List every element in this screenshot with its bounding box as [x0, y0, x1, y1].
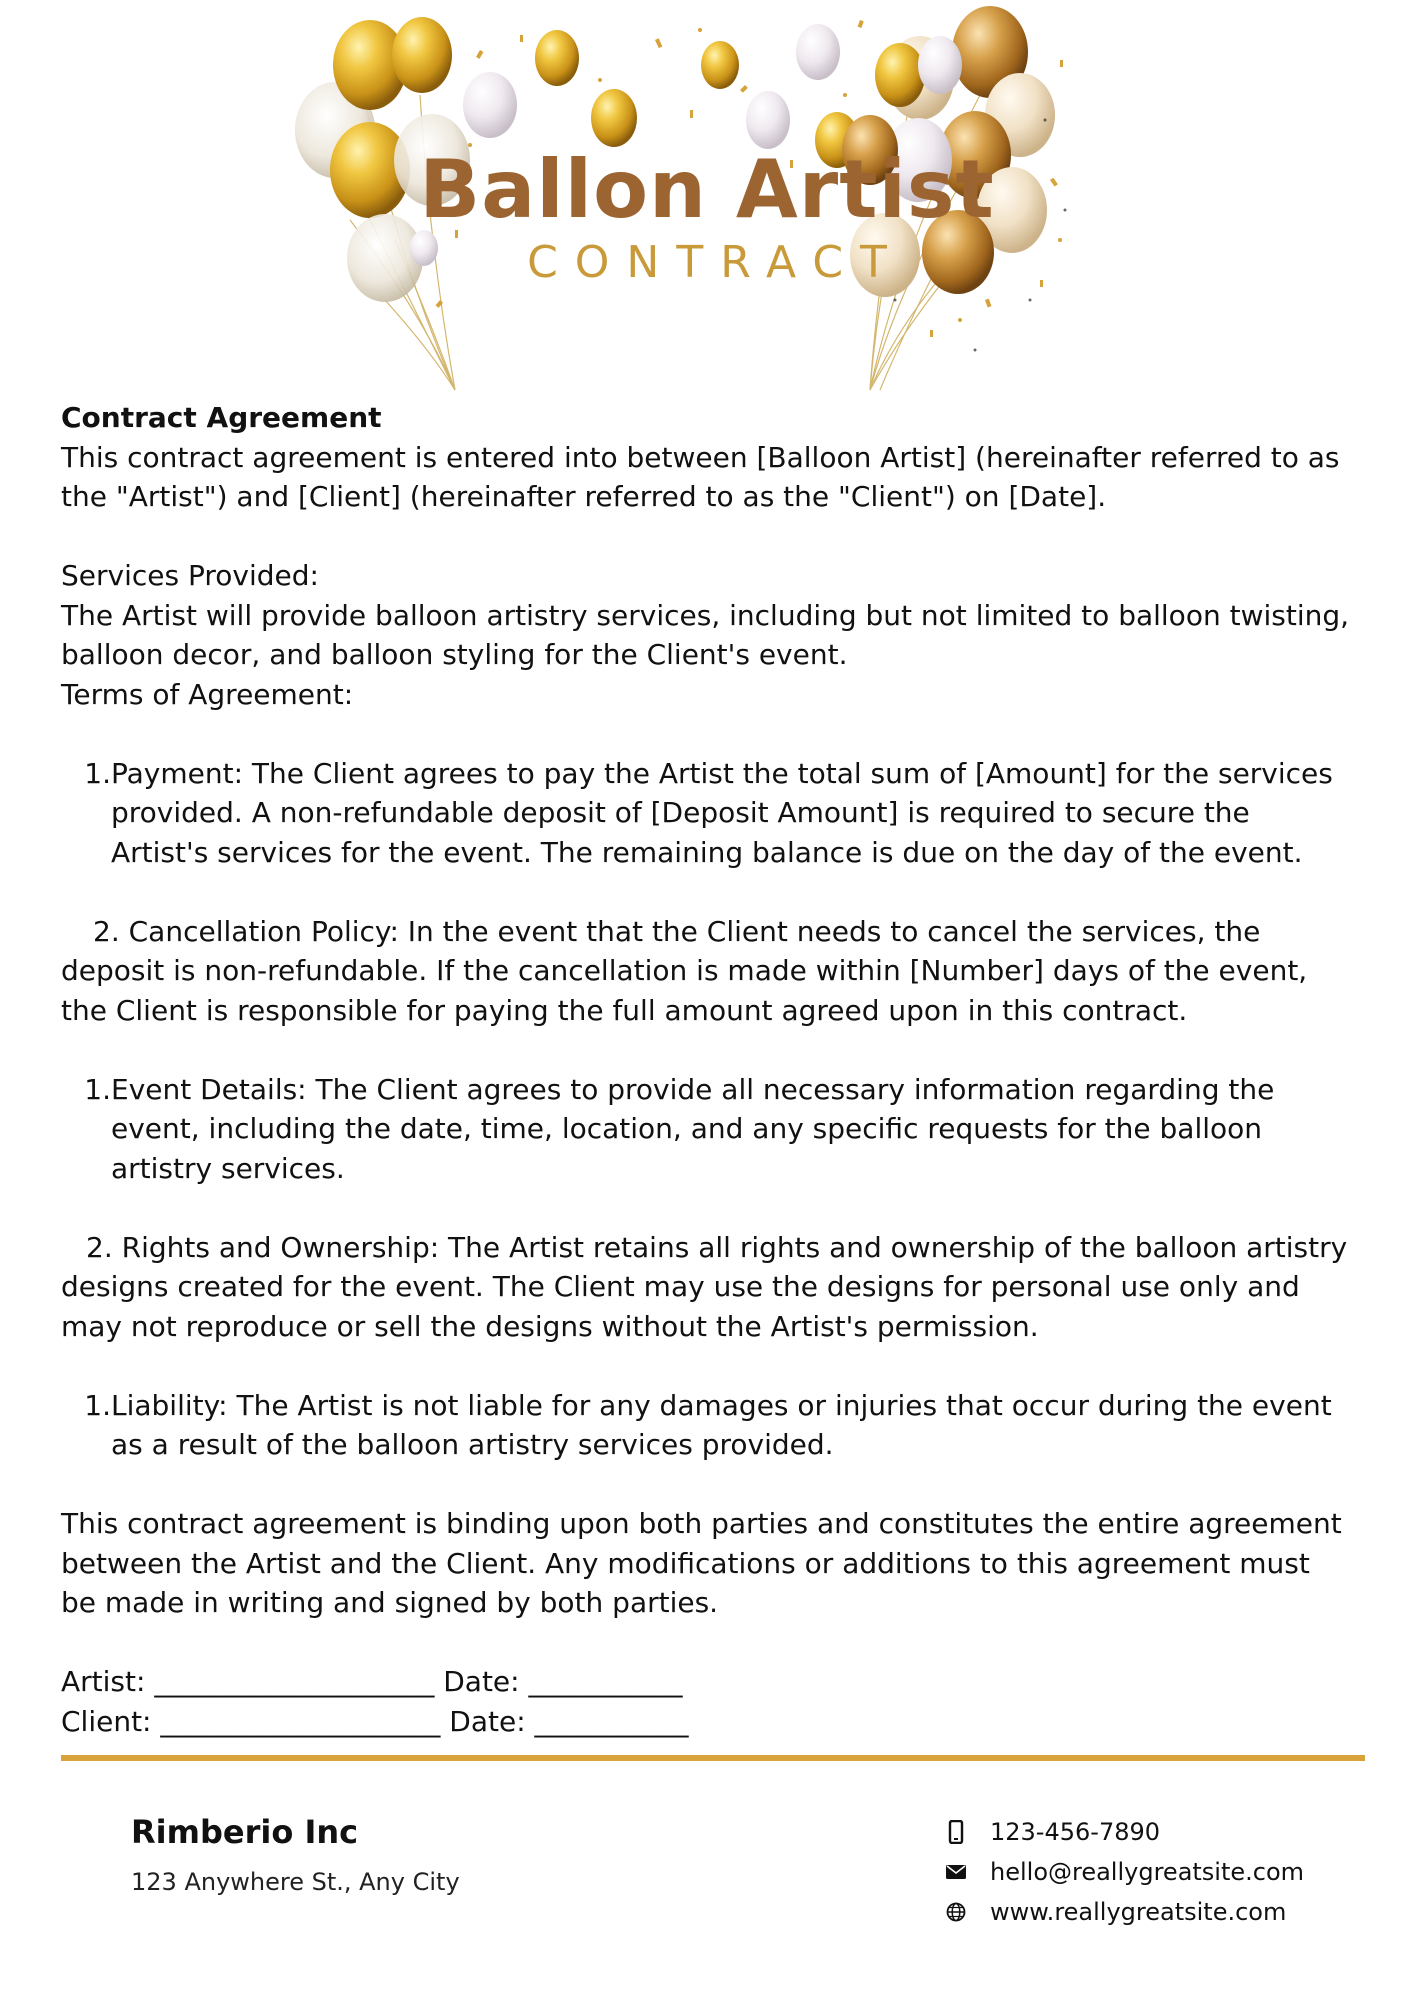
terms-label: Terms of Agreement:	[61, 677, 354, 711]
term-item	[61, 1070, 1351, 1189]
contact-website	[944, 1895, 1286, 1929]
company-name: Rimberio Inc	[131, 1813, 359, 1851]
services-text: The Artist will provide balloon artistry services, including but not limited to balloon twisting, balloon decor, and balloon styling for the Client's event.	[61, 598, 1350, 671]
term-item: 2. Rights and Ownership: The Artist retains all rights and ownership of the balloon artistry designs created for the event. The Client may use the designs for personal use only and may not reproduce or sell the designs without the Artist's permission.	[61, 1230, 1348, 1343]
term-item	[61, 754, 1351, 873]
contract-heading: Contract Agreement	[61, 401, 382, 434]
term-number: 1.	[84, 1388, 111, 1422]
term-text: Liability: The Artist is not liable for any damages or injuries that occur during the event as a result of the balloon artistry services provided.	[111, 1388, 1332, 1461]
phone-icon	[944, 1820, 968, 1844]
document-title: Ballon Artist	[419, 143, 995, 236]
client-signature-line: Client: ____________________ Date: ___________	[61, 1704, 689, 1738]
services-label: Services Provided:	[61, 559, 319, 592]
term-number: 1.	[84, 756, 111, 790]
contact-email	[944, 1855, 1304, 1889]
artist-signature-line: Artist: ____________________ Date: ___________	[61, 1665, 683, 1698]
phone-text: 123-456-7890	[990, 1818, 1161, 1846]
website-text: www.reallygreatsite.com	[990, 1898, 1287, 1926]
term-text: Payment: The Client agrees to pay the Artist the total sum of [Amount] for the services provided. A non-refundable deposit of [Deposit Amount] is required to secure the Artist's services for the event. The remaining balance is due on the day of the event.	[111, 756, 1333, 869]
email-text: hello@reallygreatsite.com	[990, 1858, 1305, 1886]
term-number: 1.	[84, 1072, 111, 1106]
header-banner	[0, 0, 1414, 395]
term-item: 2. Cancellation Policy: In the event that the Client needs to cancel the services, the deposit is non-refundable. If the cancellation is made within [Number] days of the event, the Client is responsible for paying the full amount agreed upon in this contract.	[61, 914, 1308, 1027]
footer-divider	[61, 1755, 1365, 1761]
globe-icon	[944, 1900, 968, 1924]
company-address: 123 Anywhere St., Any City	[131, 1868, 460, 1896]
document-subtitle: CONTRACT	[527, 237, 904, 288]
contact-phone	[944, 1815, 1160, 1849]
closing-statement: This contract agreement is binding upon both parties and constitutes the entire agreement between the Artist and the Client. Any modifications or additions to this agreement must be made in writing and signed by both parties.	[61, 1507, 1342, 1619]
term-item	[61, 1386, 1351, 1465]
contract-body	[61, 398, 1351, 1741]
envelope-icon	[944, 1860, 968, 1884]
term-text: Event Details: The Client agrees to provide all necessary information regarding the event, including the date, time, location, and any specific requests for the balloon artistry services.	[111, 1072, 1275, 1185]
contract-intro: This contract agreement is entered into between [Balloon Artist] (hereinafter referred to as the "Artist") and [Client] (hereinafter referred to as the "Client") on [Date].	[61, 440, 1340, 513]
